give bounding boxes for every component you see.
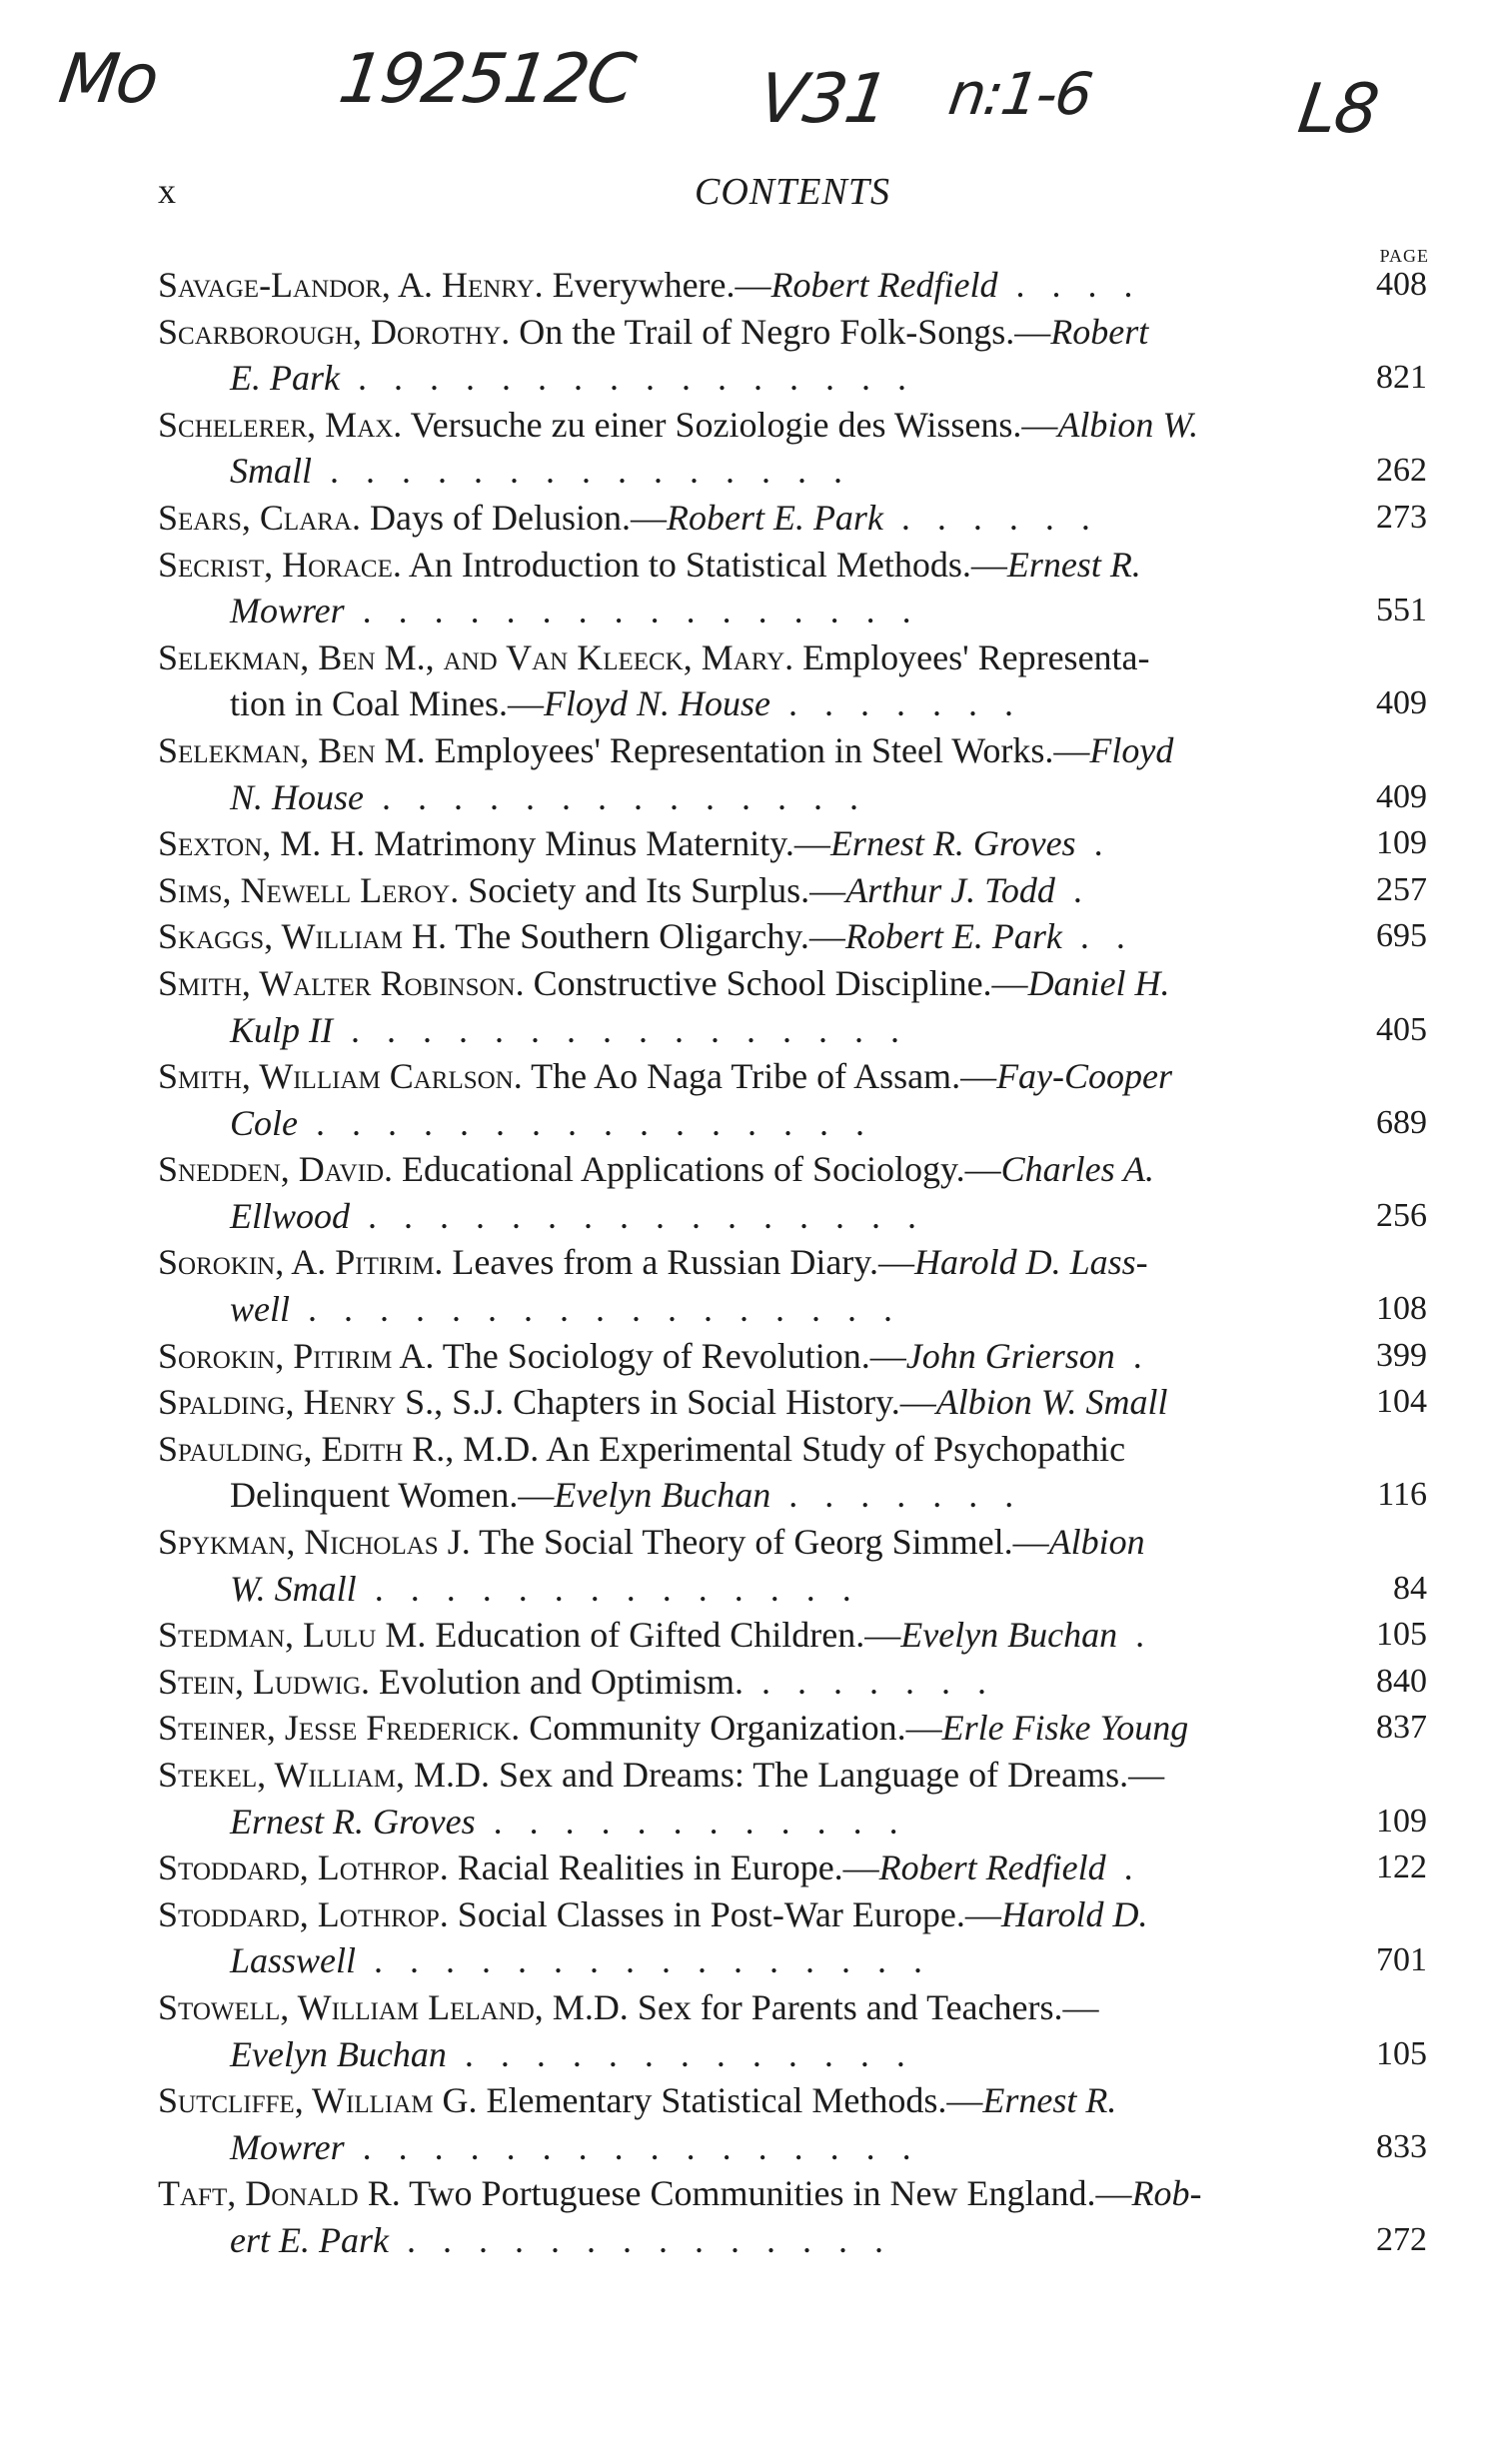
entry-line [158, 2217, 1351, 2264]
entry-leader-dots: . . . . . . . . . . . . . . [388, 2219, 892, 2260]
entry-author: Taft, Donald R. [158, 2173, 401, 2214]
contents-entry [158, 1519, 1427, 1612]
entry-page-number: 122 [1376, 1848, 1427, 1886]
entry-reviewer: Rob- [1131, 2173, 1202, 2214]
entry-line [158, 820, 1351, 867]
entry-reviewer: Evelyn Buchan [900, 1615, 1118, 1656]
entry-title: Leaves from a Russian Diary.— [443, 1242, 914, 1283]
entry-leader-dots: . . . . . . . . . . . . . . . . . [290, 1289, 901, 1330]
contents-entry [158, 402, 1427, 495]
entry-title: Versuche zu einer Soziologie des Wissens.— [402, 404, 1058, 445]
entry-line [158, 588, 1351, 634]
entry-author: Skaggs, William H. [158, 916, 447, 957]
entry-reviewer: Robert E. Park [844, 916, 1062, 957]
entry-author: Smith, William Carlson. [158, 1056, 523, 1097]
entry-page-number: 695 [1376, 917, 1427, 955]
entry-leader-dots: . [1117, 1615, 1154, 1656]
entry-leader-dots: . . . . . . . . . . . . . . . . [344, 2126, 920, 2167]
entry-page-number: 551 [1376, 592, 1427, 629]
entry-reviewer: well [230, 1289, 290, 1330]
entry-line [158, 1426, 1351, 1473]
contents-entry [158, 960, 1427, 1053]
entry-line [158, 1984, 1351, 2031]
contents-list [158, 262, 1427, 2264]
entry-page-number: 399 [1376, 1336, 1427, 1374]
entry-reviewer: Robert E. Park [666, 497, 883, 538]
entry-page-number: 116 [1377, 1476, 1427, 1514]
entry-reviewer: Ernest R. Groves [230, 1801, 476, 1842]
contents-entry [158, 1239, 1427, 1332]
contents-entry [158, 1891, 1427, 1984]
entry-line [158, 913, 1351, 960]
entry-reviewer: Evelyn Buchan [554, 1475, 771, 1516]
entry-page-number: 272 [1376, 2220, 1427, 2258]
entry-title: Educational Applications of Sociology.— [393, 1149, 1001, 1190]
entry-author: Spaulding, Edith R., M.D. [158, 1428, 540, 1469]
entry-author: Selekman, Ben M., and Van Kleeck, Mary. [158, 636, 794, 677]
entry-reviewer: Daniel H. [1027, 962, 1170, 1003]
entry-leader-dots: . . . . . . . . . . . . . . . . [344, 591, 920, 631]
entry-title: The Social Theory of Georg Simmel.— [470, 1522, 1049, 1563]
entry-line [158, 1239, 1351, 1286]
handwritten-mark: L8 [1293, 70, 1382, 149]
contents-entry [158, 634, 1427, 727]
entry-leader-dots: . [1054, 869, 1091, 910]
entry-title: On the Trail of Negro Folk-Songs.— [510, 311, 1051, 352]
entry-title: Sex and Dreams: The Language of Dreams.— [489, 1755, 1165, 1795]
entry-page-number: 104 [1376, 1383, 1427, 1421]
entry-leader-dots: . . . . . . . . . . . . . . . . [356, 1940, 932, 1981]
contents-entry [158, 1612, 1427, 1659]
entry-line [158, 2031, 1351, 2078]
entry-reviewer: Robert Redfield [878, 1848, 1106, 1888]
entry-reviewer: N. House [230, 776, 364, 817]
entry-title: Racial Realities in Europe.— [448, 1848, 879, 1888]
entry-page-number: 821 [1376, 359, 1427, 397]
entry-title: Sex for Parents and Teachers.— [628, 1986, 1099, 2027]
entry-leader-dots: . . . . . . . . . . . . . . . [312, 451, 852, 492]
page-number-roman: x [158, 171, 176, 211]
entry-title: Social Classes in Post-War Europe.— [448, 1893, 1001, 1934]
entry-line [158, 1566, 1351, 1613]
entry-author: Selekman, Ben M. [158, 729, 426, 770]
contents-entry [158, 1752, 1427, 1845]
entry-reviewer: Robert [1050, 311, 1149, 352]
entry-reviewer: Harold D. Lass- [913, 1242, 1148, 1283]
entry-author: Schelerer, Max. [158, 404, 403, 445]
entry-page-number: 409 [1376, 777, 1427, 815]
entry-line [158, 1937, 1351, 1984]
entry-line [158, 1100, 1351, 1147]
entry-line [158, 355, 1351, 402]
entry-reviewer: Cole [230, 1102, 298, 1143]
contents-entry [158, 727, 1427, 820]
handwritten-annotation [50, 30, 1447, 160]
entry-leader-dots: . . . . . . . [769, 683, 1022, 724]
entry-leader-dots: . [1075, 823, 1112, 864]
entry-leader-dots: . . [1061, 916, 1134, 957]
entry-leader-dots: . . . . . . . . . . . . . . . . [350, 1195, 926, 1236]
entry-line [158, 1705, 1351, 1752]
entry-line [158, 402, 1351, 449]
entry-page-number: 105 [1376, 2034, 1427, 2072]
entry-reviewer: Arthur J. Todd [845, 869, 1055, 910]
entry-title: Two Portuguese Communities in New England.— [400, 2173, 1132, 2214]
entry-title: Days of Delusion.— [361, 497, 667, 538]
contents-entry [158, 820, 1427, 867]
entry-title: Matrimony Minus Maternity.— [365, 823, 830, 864]
entry-line [158, 1659, 1351, 1706]
entry-author: Stowell, William Leland, M.D. [158, 1986, 629, 2027]
entry-page-number: 109 [1376, 824, 1427, 862]
entry-reviewer: Mowrer [230, 591, 345, 631]
entry-leader-dots: . . . . . . . . . . . . . . [356, 1568, 860, 1609]
entry-title: Everywhere.— [543, 265, 771, 305]
entry-line [158, 1472, 1351, 1519]
contents-entry [158, 1333, 1427, 1380]
entry-line [158, 1891, 1351, 1938]
entry-title: Evolution and Optimism. [370, 1661, 745, 1702]
entry-leader-dots: . . . . . . . [744, 1661, 996, 1702]
contents-entry [158, 2077, 1427, 2170]
entry-leader-dots: . . . . . . . . . . . . . . . . [333, 1009, 908, 1050]
contents-entry [158, 1053, 1427, 1146]
entry-page-number: 833 [1376, 2127, 1427, 2165]
entry-reviewer: Erle Fiske Young [941, 1708, 1189, 1749]
entry-line [158, 542, 1351, 589]
entry-reviewer: Evelyn Buchan [230, 2033, 447, 2074]
entry-reviewer: Ellwood [230, 1195, 351, 1236]
entry-line [158, 960, 1351, 1007]
entry-reviewer: Harold D. [1000, 1893, 1148, 1934]
entry-leader-dots: . . . . . . . . . . . . . . [364, 776, 867, 817]
entry-leader-dots: . . . . . . [882, 497, 1099, 538]
entry-leader-dots: . . . . . . . [770, 1475, 1023, 1516]
contents-entry [158, 1984, 1427, 2077]
contents-entry [158, 2170, 1427, 2263]
contents-entry [158, 1379, 1427, 1426]
entry-line [158, 867, 1351, 914]
entry-line [158, 727, 1351, 774]
handwritten-mark: n:1-6 [944, 60, 1095, 128]
entry-title: Employees' Representa- [793, 636, 1150, 677]
contents-entry [158, 309, 1427, 402]
contents-entry [158, 1705, 1427, 1752]
entry-page-number: 262 [1376, 452, 1427, 490]
entry-reviewer: Mowrer [230, 2126, 345, 2167]
entry-leader-dots: . . . . . . . . . . . . . [446, 2033, 914, 2074]
entry-reviewer: Lasswell [230, 1940, 357, 1981]
entry-page-number: 405 [1376, 1010, 1427, 1048]
entry-page-number: 273 [1376, 498, 1427, 536]
page-title: CONTENTS [695, 171, 890, 213]
entry-author: Spalding, Henry S., S.J. [158, 1382, 505, 1423]
entry-line [158, 774, 1351, 821]
entry-title: An Experimental Study of Psychopathic [539, 1428, 1126, 1469]
contents-entry [158, 262, 1427, 309]
entry-page-number: 837 [1376, 1709, 1427, 1747]
entry-line [158, 2077, 1351, 2124]
entry-page-number: 105 [1376, 1616, 1427, 1654]
entry-reviewer: Kulp II [230, 1009, 333, 1050]
handwritten-mark: Mo [54, 40, 162, 119]
entry-title: The Southern Oligarchy.— [446, 916, 845, 957]
entry-leader-dots: . . . . . . . . . . . . . . . . [298, 1102, 873, 1143]
entry-reviewer: Albion [1048, 1522, 1145, 1563]
entry-page-number: 109 [1376, 1802, 1427, 1840]
contents-entry [158, 1146, 1427, 1239]
entry-title: Education of Gifted Children.— [426, 1615, 901, 1656]
entry-line [158, 1007, 1351, 1054]
entry-line [158, 2170, 1351, 2217]
contents-entry [158, 913, 1427, 960]
contents-entry [158, 542, 1427, 634]
entry-author: Savage-Landor, A. Henry. [158, 265, 544, 305]
entry-line [158, 680, 1351, 727]
handwritten-mark: 192512C [334, 40, 639, 119]
handwritten-mark: V31 [753, 60, 892, 139]
entry-author: Sexton, M. H. [158, 823, 366, 864]
entry-page-number: 408 [1376, 266, 1427, 303]
entry-title: An Introduction to Statistical Methods.— [401, 544, 1007, 585]
entry-line [158, 495, 1351, 542]
entry-title: The Ao Naga Tribe of Assam.— [522, 1056, 997, 1097]
entry-line [158, 1799, 1351, 1846]
entry-leader-dots: . [1114, 1335, 1151, 1376]
page-header [158, 170, 1427, 220]
page-column-label: PAGE [1379, 246, 1429, 266]
entry-reviewer: Albion W. [1057, 404, 1199, 445]
entry-page-number: 840 [1376, 1662, 1427, 1700]
entry-reviewer: Floyd [1089, 729, 1174, 770]
entry-page-number: 84 [1393, 1569, 1427, 1607]
entry-author: Stoddard, Lothrop. [158, 1893, 449, 1934]
entry-line [158, 1193, 1351, 1240]
entry-reviewer: Floyd N. House [544, 683, 770, 724]
entry-reviewer: Ernest R. Groves [829, 823, 1076, 864]
entry-reviewer: Small [230, 451, 313, 492]
entry-author: Stoddard, Lothrop. [158, 1848, 449, 1888]
entry-page-number: 108 [1376, 1290, 1427, 1328]
entry-leader-dots: . . . . [997, 265, 1142, 305]
entry-title: Society and Its Surplus.— [459, 869, 846, 910]
entry-line [158, 1845, 1351, 1891]
entry-reviewer: Fay-Cooper [996, 1056, 1173, 1097]
entry-title: Constructive School Discipline.— [524, 962, 1028, 1003]
entry-reviewer: E. Park [230, 358, 340, 399]
entry-author: Sorokin, Pitirim A. [158, 1335, 435, 1376]
entry-line [158, 1752, 1351, 1799]
entry-author: Sears, Clara. [158, 497, 361, 538]
entry-line [158, 1286, 1351, 1333]
entry-reviewer: W. Small [230, 1568, 357, 1609]
entry-author: Sims, Newell Leroy. [158, 869, 460, 910]
entry-line [158, 1333, 1351, 1380]
contents-entry [158, 495, 1427, 542]
entry-author: Stekel, William, M.D. [158, 1755, 490, 1795]
entry-page-number: 701 [1376, 1941, 1427, 1979]
entry-author: Secrist, Horace. [158, 544, 402, 585]
contents-entry [158, 1426, 1427, 1519]
entry-line [158, 2124, 1351, 2171]
entry-author: Spykman, Nicholas J. [158, 1522, 471, 1563]
entry-line [158, 262, 1351, 309]
entry-leader-dots: . . . . . . . . . . . . . . . . [339, 358, 915, 399]
entry-author: Smith, Walter Robinson. [158, 962, 525, 1003]
entry-leader-dots: . . . . . . . . . . . . [475, 1801, 907, 1842]
entry-reviewer: John Grierson [905, 1335, 1115, 1376]
entry-author: Scarborough, Dorothy. [158, 311, 511, 352]
entry-reviewer: Ernest R. [1006, 544, 1141, 585]
entry-author: Sutcliffe, William G. [158, 2080, 478, 2121]
entry-line [158, 1053, 1351, 1100]
entry-reviewer: Charles A. [1000, 1149, 1154, 1190]
entry-author: Sorokin, A. Pitirim. [158, 1242, 444, 1283]
entry-reviewer: Albion W. Small [935, 1382, 1168, 1423]
entry-author: Snedden, David. [158, 1149, 394, 1190]
entry-author: Stein, Ludwig. [158, 1661, 371, 1702]
entry-leader-dots: . [1105, 1848, 1142, 1888]
entry-page-number: 409 [1376, 684, 1427, 722]
contents-entry [158, 1659, 1427, 1706]
entry-reviewer: Ernest R. [982, 2080, 1117, 2121]
entry-title: Delinquent Women.— [230, 1475, 555, 1516]
entry-title: Employees' Representation in Steel Works.— [425, 729, 1090, 770]
entry-page-number: 689 [1376, 1103, 1427, 1141]
entry-line [158, 1612, 1351, 1659]
entry-line [158, 634, 1351, 681]
entry-title: Chapters in Social History.— [504, 1382, 936, 1423]
entry-line [158, 309, 1351, 356]
entry-reviewer: Robert Redfield [770, 265, 998, 305]
entry-title: Elementary Statistical Methods.— [477, 2080, 983, 2121]
entry-reviewer: ert E. Park [230, 2219, 389, 2260]
contents-entry [158, 867, 1427, 914]
entry-line [158, 1379, 1351, 1426]
contents-entry [158, 1845, 1427, 1891]
entry-author: Steiner, Jesse Frederick. [158, 1708, 521, 1749]
entry-author: Stedman, Lulu M. [158, 1615, 427, 1656]
entry-page-number: 257 [1376, 870, 1427, 908]
entry-page-number: 256 [1376, 1196, 1427, 1234]
entry-title: The Sociology of Revolution.— [434, 1335, 906, 1376]
entry-line [158, 1519, 1351, 1566]
entry-title: Community Organization.— [520, 1708, 942, 1749]
entry-line [158, 448, 1351, 495]
entry-line [158, 1146, 1351, 1193]
entry-title: tion in Coal Mines.— [230, 683, 544, 724]
